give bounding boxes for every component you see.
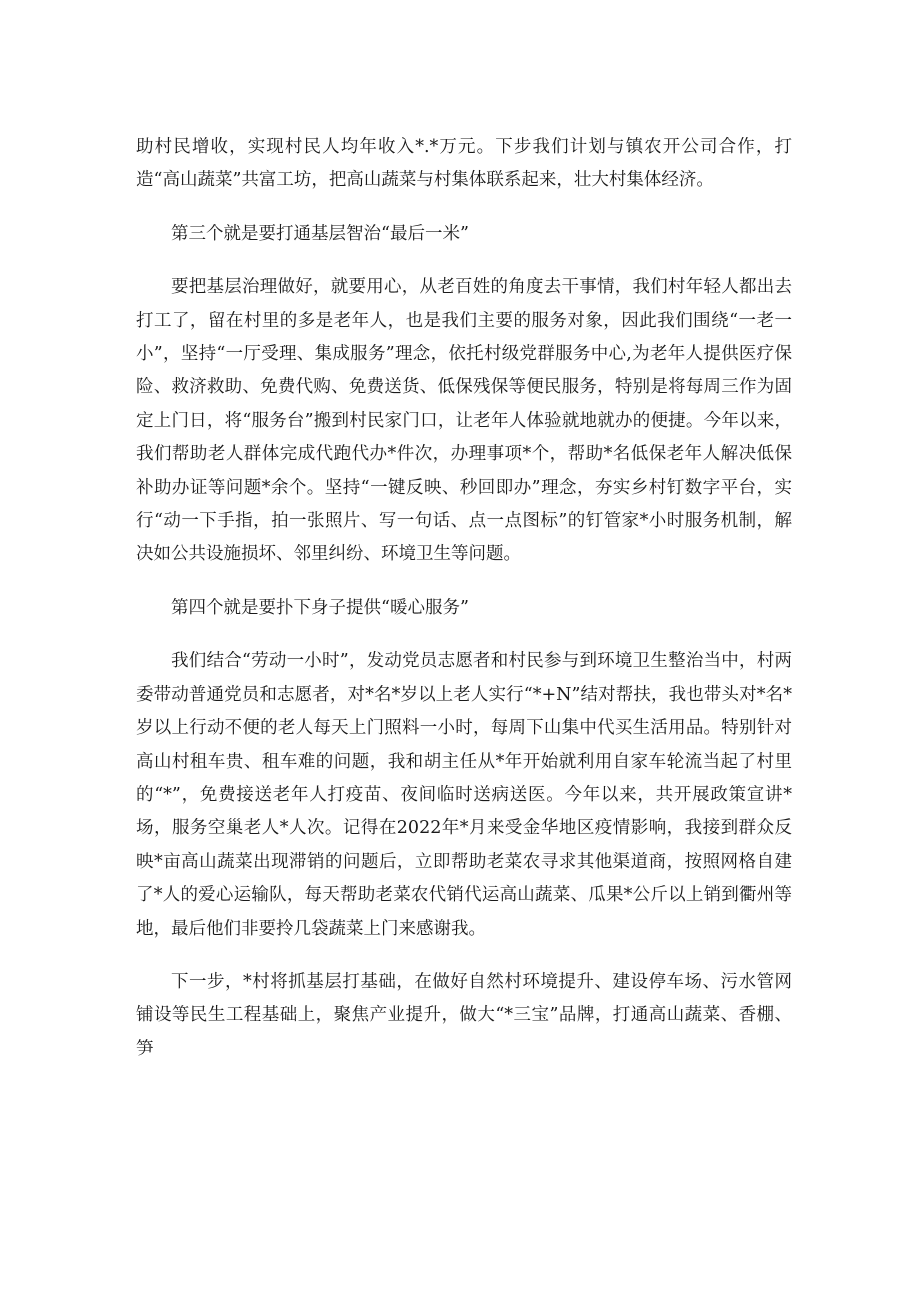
paragraph-grassroots-governance: 要把基层治理做好，就要用心，从老百姓的角度去干事情，我们村年轻人都出去打工了，留在村里的多是老年人，也是我们主要的服务对象，因此我们围绕“一老一小”，坚持“一厅受理、集成服务”理念，依托村级党群服务中心,为老年人提供医疗保险、救济救助、免费代购、免费送货、低保残保等便民服务，特别是将每周三作为固定上门日，将“服务台”搬到村民家门口，让老年人体验就地就办的便捷。今年以来，我们帮助老人群体完成代跑代办*件次，办理事项*个，帮助*名低保老年人解决低保补助办证等问题*余个。坚持“一键反映、秒回即办”理念，夯实乡村钉数字平台，实行“动一下手指，拍一张照片、写一句话、点一点图标”的钉管家*小时服务机制，解决如公共设施损坏、邻里纠纷、环境卫生等问题。: [136, 277, 792, 565]
paragraph-next-step: 下一步，*村将抓基层打基础，在做好自然村环境提升、建设停车场、污水管网铺设等民生工程基础上，聚焦产业提升，做大“*三宝”品牌，打通高山蔬菜、香棚、笋: [136, 971, 792, 1059]
section-heading-fourth: 第四个就是要扑下身子提供“暖心服务”: [171, 597, 469, 618]
paragraph-continuation: 助村民增收，实现村民人均年收入*.*万元。下步我们计划与镇农开公司合作，打造“高山蔬菜”共富工坊，把高山蔬菜与村集体联系起来，壮大村集体经济。: [136, 137, 792, 191]
document-body: [136, 131, 792, 1086]
paragraph-warm-service: 我们结合“劳动一小时”，发动党员志愿者和村民参与到环境卫生整治当中，村两委带动普通党员和志愿者，对*名*岁以上老人实行“*+N”结对帮扶，我也带头对*名*岁以上行动不便的老人每天上门照料一小时，每周下山集中代买生活用品。特别针对高山村租车贵、租车难的问题，我和胡主任从*年开始就利用自家车轮流当起了村里的“*”，免费接送老年人打疫苗、夜间临时送病送医。今年以来，共开展政策宣讲*场，服务空巢老人*人次。记得在2022年*月来受金华地区疫情影响，我接到群众反映*亩高山蔬菜出现滞销的问题后，立即帮助老菜农寻求其他渠道商，按照网格自建了*人的爱心运输队，每天帮助老菜农代销代运高山蔬菜、瓜果*公斤以上销到衢州等地，最后他们非要拎几袋蔬菜上门来感谢我。: [136, 651, 792, 939]
section-heading-third: 第三个就是要打通基层智治“最后一米”: [171, 223, 469, 244]
